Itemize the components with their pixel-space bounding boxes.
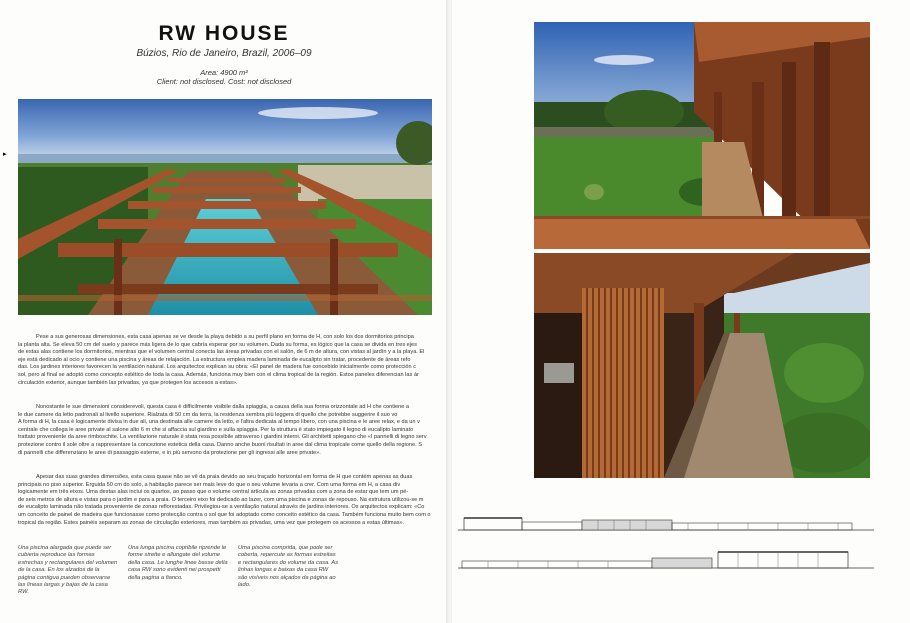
elevation-drawing-2 [458, 548, 874, 572]
corridor-photo [534, 253, 870, 478]
body-text-spanish: Pese a sus generosas dimensiones, esta casa apenas se ve desde la playa debido a su perfil plano en forma de H, con solo los dos dormitorios principa la planta alta. Se eleva 50 cm del suelo y parece más ligera de lo que cabría esperar por su volumen. Dada su forma, es lógico que la casa se divida en tres ejes de estas alas contiene los dormitorios, mientras que el volumen central conecta las áreas privadas con el salón, de 6 m de altura, con vistas al jardín y a la playa. El eje está dedicado al ocio y contiene una piscina y áreas de relajación. La estructura emplea madera laminada de eucalipto sin tratar, procedente de áreas refo das. Los jardines interiores favorecen la ventilación natural. Los arquitectos explican su obra: «El panel de madera fue concebido inicialmente como protección c sol, pero al final se adoptó como concepto estético de toda la casa. Además, funciona muy bien con el clima tropical de la región. Estos paneles diferencian las ár circulación exterior, aunque también las privadas, ya que protegen los accesos a estas». [18, 334, 425, 386]
project-client: Client: not disclosed. Cost: not disclosed [156, 77, 292, 86]
right-page [452, 0, 910, 623]
caption-portuguese: Uma piscina comprida, que pode ser coberta, repercute as formas estreitas e rectangulares do volume da casa. As linhas longas e baixas da casa RW são visíveis nos alçados da página ao lado. [238, 545, 338, 589]
elevation-drawing-1 [458, 512, 874, 534]
body-text-portuguese: Apesar das suas grandes dimensões, esta casa quase não se vê da praia devido ao seu traçado horizontal em forma de H que contém apenas as duas principais no piso superior. Erguida 50 cm do solo, a habitação parece ser mais leve do que o seu volume levaria a crer. Com uma forma em H, a casa div logicamente em três eixos. Uma destas alas inclui os quartos, ao passo que o volume central articula as zonas privadas com a zona de estar que tem um pé- de seis metros de altura e vistas para o jardim e para a praia. O terceiro eixo foi dedicado ao lazer, com uma piscina e zonas de repouso. Na estrutura utilizou-se m de eucalipto laminada não tratada proveniente de zonas reflorestadas. Privilegiou-se a ventilação natural através de jardins interiores. Os arquitectos explicam: «Co um conceito de painel de madeira que funcionasse como protecção contra o sol que foi adoptado como conceito estético da casa. Também funciona muito bem com o tropical da região. Estes painéis separam as zonas de circulação exteriores, mas também as privadas, uma vez que protegem os acessos a estas últimas». [18, 474, 431, 526]
caption-spanish: Una piscina alargada que puede ser cubierta reproduce las formas estrechas y rectangulares del volumen de la casa. En los alzados de la página contigua pueden observarse las líneas largas y bajas de la casa RW. [18, 545, 118, 596]
veranda-photo [534, 22, 870, 249]
margin-mark: ▸ [3, 151, 7, 158]
project-area: Area: 4900 m² [200, 68, 248, 77]
project-title: RW HOUSE [158, 22, 290, 45]
pool-photo [18, 99, 432, 315]
caption-italian: Una lunga piscina copribile riprende le forme strette e allungate del volume della casa. Le lunghe linee basse della casa RW sono evidenti nei prospetti della pagina a fianco. [128, 545, 228, 581]
body-text-italian: Nonostante le sue dimensioni considerevoli, questa casa è difficilmente visibile dalla spiaggia, a causa della sua forma orizzontale ad H che contiene a le due camere da letto padronali al livello superiore. Rialzata di 50 cm da terra, la residenza sembra più leggera di quello che potrebbe suggerire il suo vo A forma di H, la casa è logicamente divisa in due ali, una destinata alle camere da letto, e l'altra dedicata al tempo libero, con una piscina e le aree relax, e da un v centrale che collega le aree private al salone alto 6 m che si affaccia sul giardino e sulla spiaggia. Per la struttura è stato impiegato il legno di eucalipto laminato trattato proveniente da aree rimboschite. La ventilazione naturale è stata resa possibile attraverso i giardini interni. Gli architetti spiegano che «I pannelli di legno serv protezione contro il sole oltre a rappresentare la concezione estetica della casa. Danno anche buoni risultati in aree dal clima tropicale come quello della regione. S di pannelli che differenziano le aree di passaggio esterne, e in più servono da protezione per gli ingressi alle aree private». [18, 404, 427, 456]
left-page [0, 0, 448, 623]
project-location: Búzios, Rio de Janeiro, Brazil, 2006–09 [136, 48, 312, 59]
